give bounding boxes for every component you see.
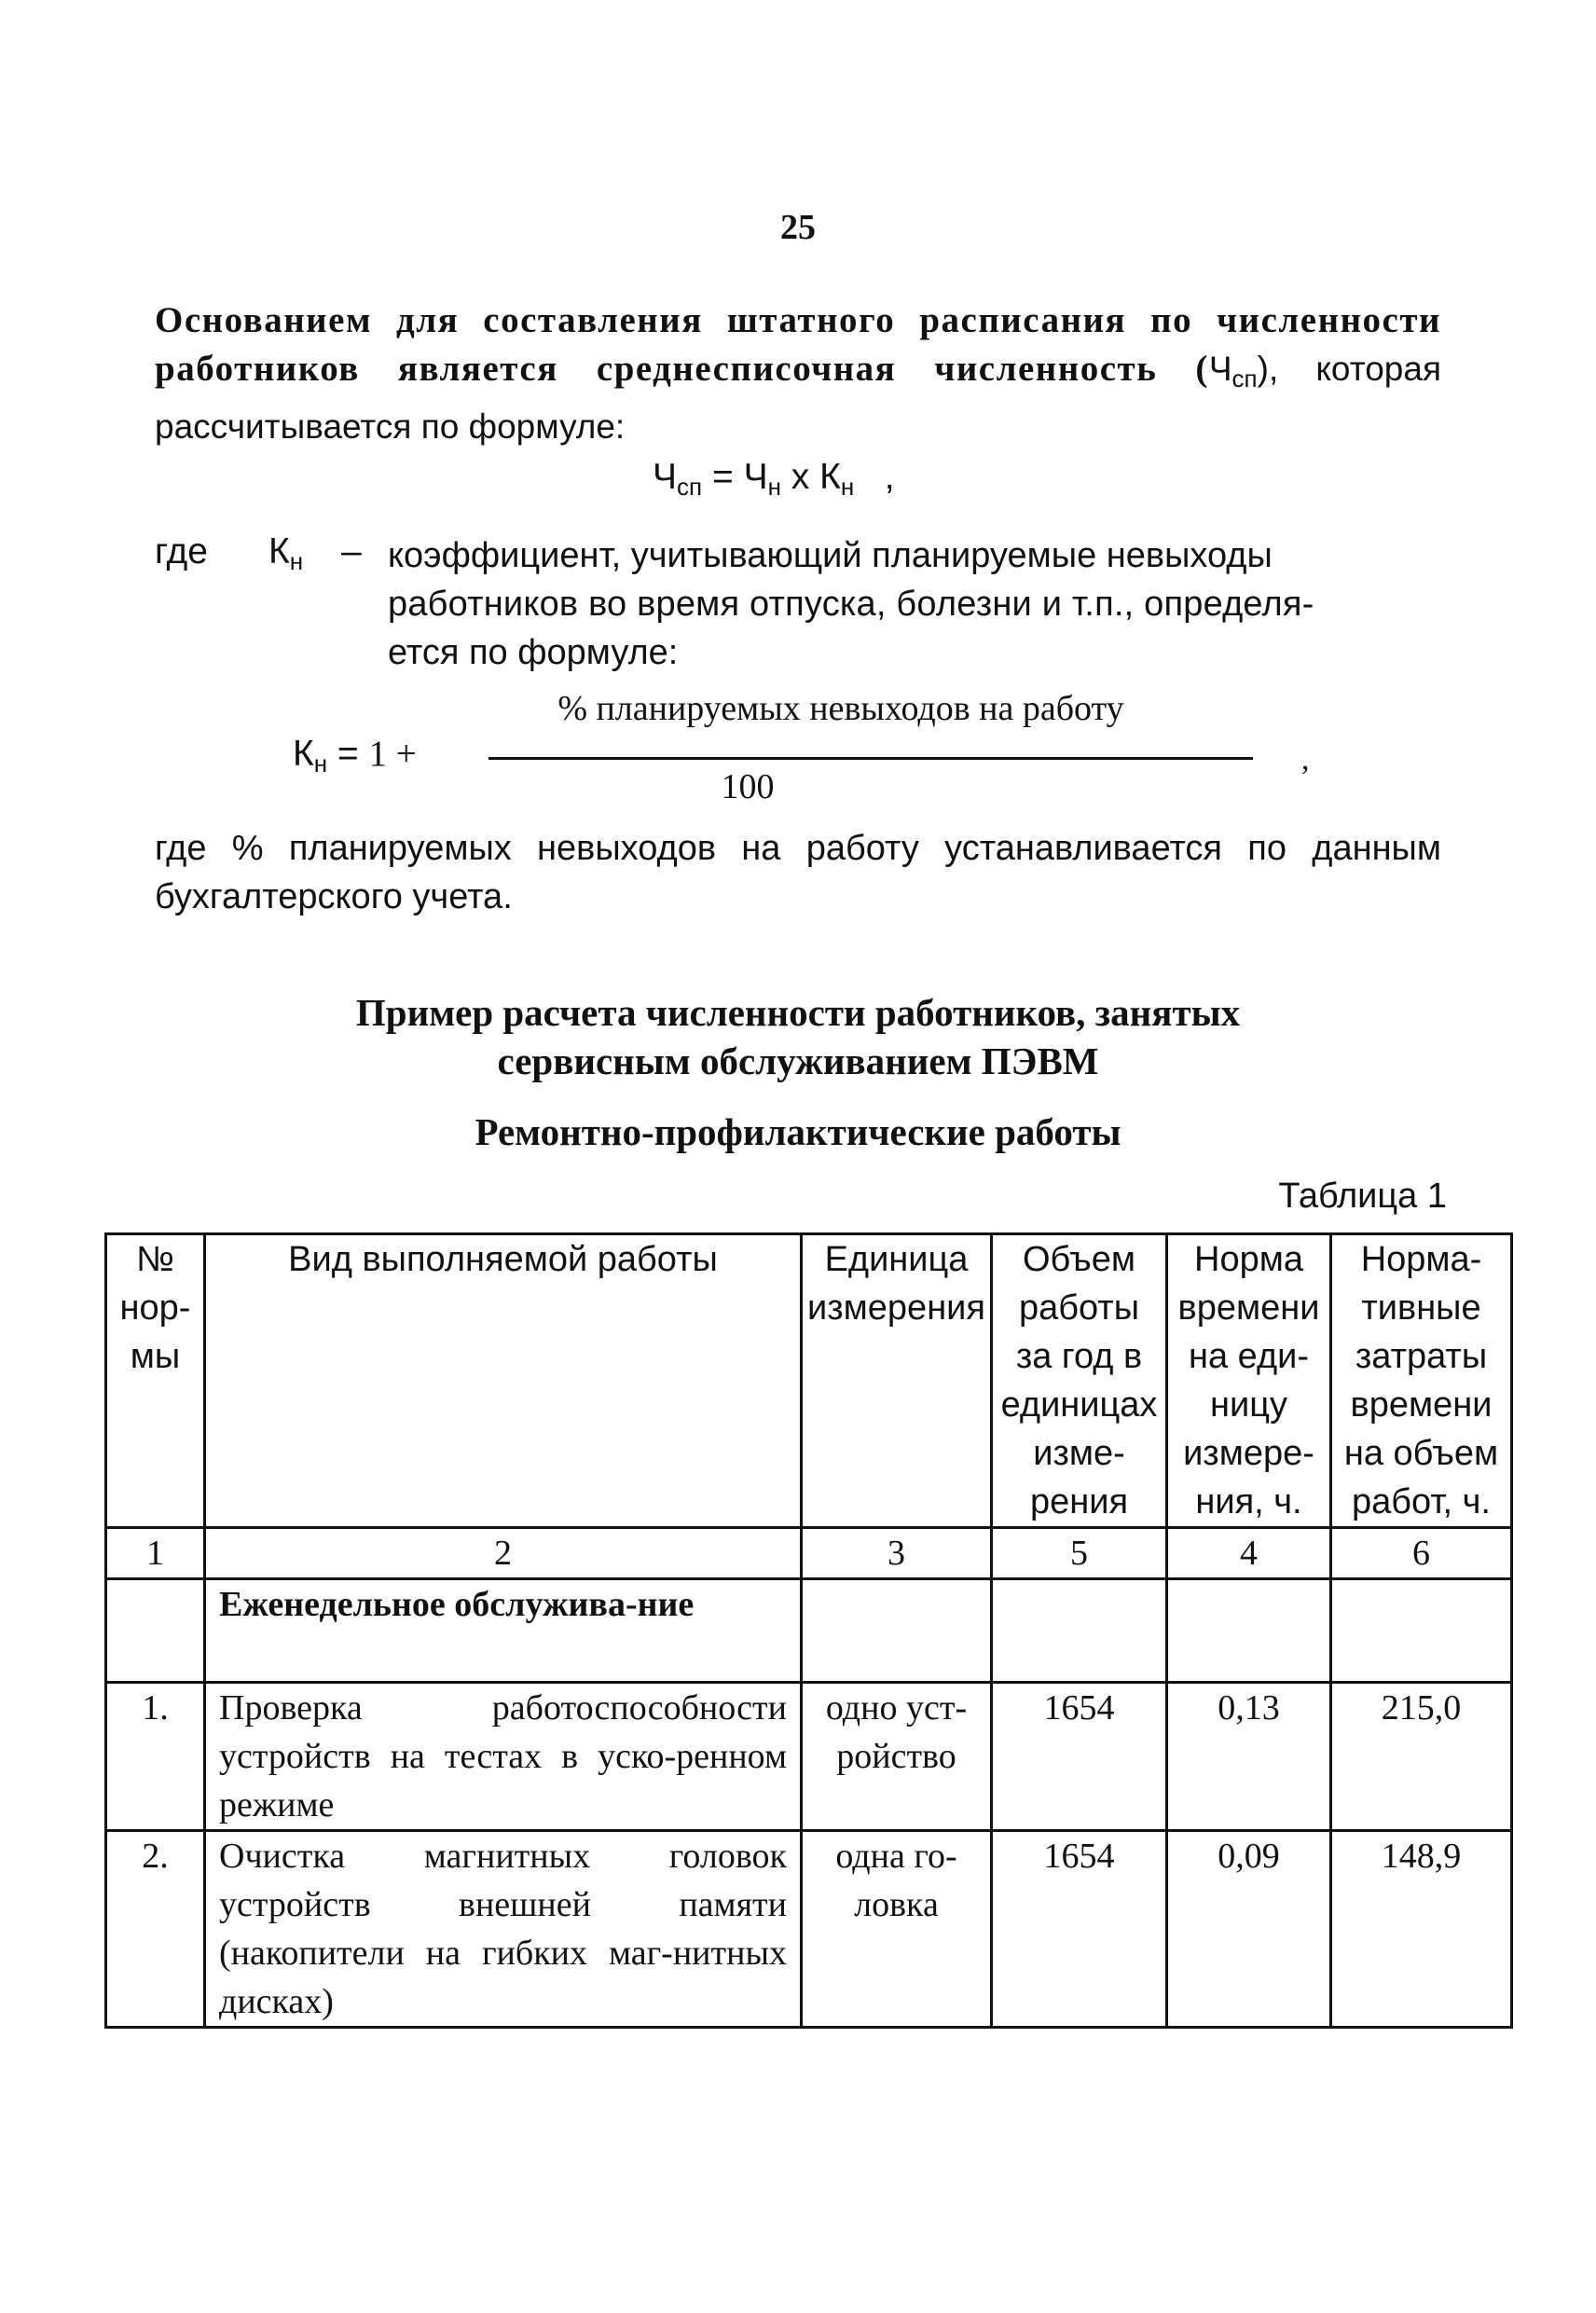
header-volume: Объем работы за год в единицах изме-рения — [992, 1234, 1167, 1528]
table-cell — [1331, 1579, 1512, 1683]
header-norm-time: Норма времени на еди-ницу измере-ния, ч. — [1167, 1234, 1331, 1528]
row-total: 148,9 — [1331, 1831, 1512, 2028]
row-work: Проверка работоспособности устройств на тестах в уско-ренном режиме — [205, 1683, 802, 1831]
row-number: 1. — [106, 1683, 205, 1831]
intro-rest-text: ), которая рассчитывается по формуле: — [155, 350, 1441, 446]
column-number: 6 — [1331, 1528, 1512, 1579]
where-label: где — [155, 531, 208, 571]
formula-headcount: $Ч_{сп} = Ч_н$ х $К_н$ , — [653, 457, 895, 501]
row-unit: одна го-ловка — [802, 1831, 992, 2028]
formula-kn-lhs: $К_н = 1$ + — [293, 734, 417, 778]
fraction-denominator: 100 — [721, 767, 775, 806]
table-cell — [992, 1579, 1167, 1683]
header-norm-number: № нор-мы — [106, 1234, 205, 1528]
page-number: 25 — [780, 208, 816, 247]
row-volume: 1654 — [992, 1831, 1167, 2028]
where-kn-description: коэффициент, учитывающий планируемые невыходы работников во время отпуска, болезни и т.п., определя- ется по формуле: — [388, 536, 1314, 672]
section-title: Еженедельное обслужива-ние — [205, 1579, 802, 1683]
header-unit: Единица измерения — [802, 1234, 992, 1528]
norms-table — [104, 1232, 1513, 2029]
table-cell — [106, 1579, 205, 1683]
row-norm: 0,13 — [1167, 1683, 1331, 1831]
intro-bold-text: Основанием для составления штатного расписания по численности работников является среднесписочная численность ( — [155, 300, 1441, 389]
intro-paragraph — [155, 296, 1441, 451]
intro-symbol: $Ч_{сп}$ — [1208, 350, 1258, 392]
row-number: 2. — [106, 1831, 205, 2028]
header-total-time: Норма-тивные затраты времени на объем работ, ч. — [1331, 1234, 1512, 1528]
where-dash: – — [341, 531, 362, 571]
table-header-row — [106, 1234, 1512, 1528]
fraction-numerator: % планируемых невыходов на работу — [557, 689, 1124, 728]
column-number: 3 — [802, 1528, 992, 1579]
column-number: 4 — [1167, 1528, 1331, 1579]
section-heading: Пример расчета численности работников, занятых сервисным обслуживанием ПЭВМ — [355, 991, 1241, 1082]
table-section-row — [106, 1579, 1512, 1683]
where-percent-paragraph: где % планируемых невыходов на работу устанавливается по данным бухгалтерского учета. — [155, 829, 1441, 916]
table-column-numbers-row — [106, 1528, 1512, 1579]
row-norm: 0,09 — [1167, 1831, 1331, 2028]
subsection-heading: Ремонтно-профилактические работы — [475, 1110, 1121, 1153]
table-cell — [802, 1579, 992, 1683]
row-volume: 1654 — [992, 1683, 1167, 1831]
column-number: 5 — [992, 1528, 1167, 1579]
fraction-line — [488, 757, 1253, 760]
row-unit: одно уст-ройство — [802, 1683, 992, 1831]
row-total: 215,0 — [1331, 1683, 1512, 1831]
table-row — [106, 1831, 1512, 2028]
column-number: 2 — [205, 1528, 802, 1579]
column-number: 1 — [106, 1528, 205, 1579]
header-work-type: Вид выполняемой работы — [205, 1234, 802, 1528]
formula-kn-comma: , — [1301, 742, 1310, 777]
table-label: Таблица 1 — [1278, 1177, 1447, 1216]
where-symbol-kn: $К_н$ — [268, 531, 304, 575]
row-work: Очистка магнитных головок устройств внешней памяти (накопители на гибких маг-нитных дисках) — [205, 1831, 802, 2028]
table-cell — [1167, 1579, 1331, 1683]
table-row — [106, 1683, 1512, 1831]
